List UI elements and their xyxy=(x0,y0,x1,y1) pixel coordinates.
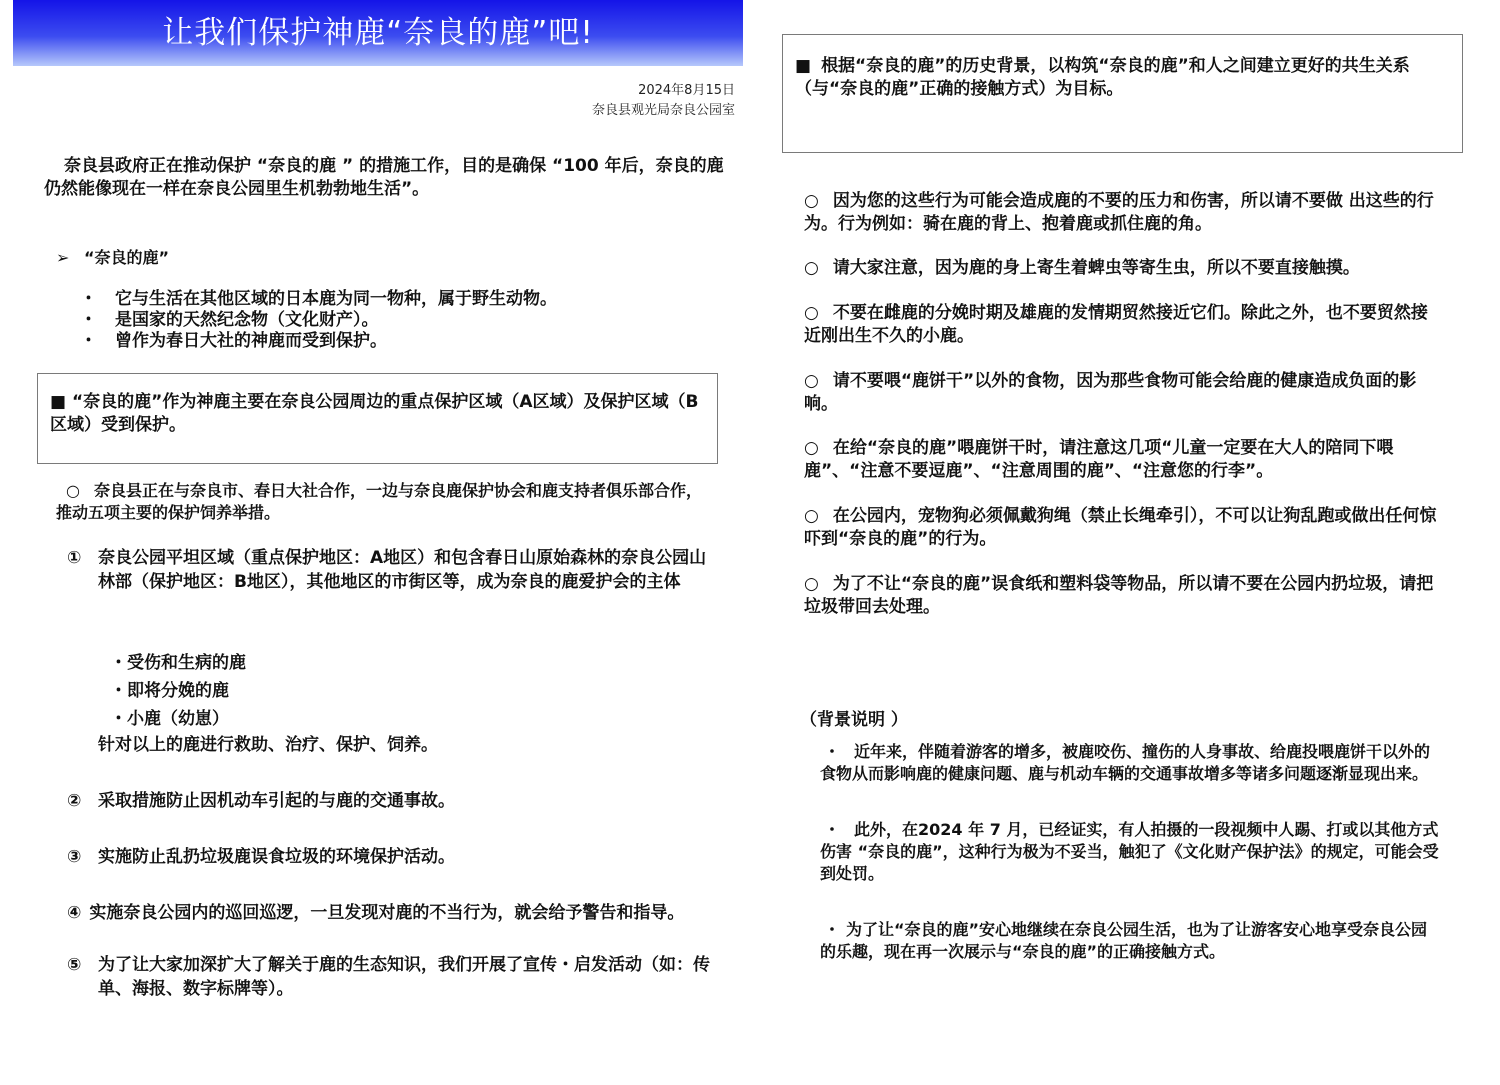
list-item: ・即将分娩的鹿 xyxy=(110,681,229,701)
rule-item: ○ 在给“奈良的鹿”喂鹿饼干时，请注意这几项“儿童一定要在大人的陪同下喂鹿”、“注意不要逗鹿”、“注意周围的鹿”、“注意您的行李”。 xyxy=(804,438,1394,481)
protection-area-text: “奈良的鹿”作为神鹿主要在奈良公园周边的重点保护区域（A区域）及保护区域（B区域）受到保护。 xyxy=(50,392,699,435)
protection-area-box xyxy=(37,373,718,464)
measure-3: ③ 实施防止乱扔垃圾鹿误食垃圾的环境保护活动。 xyxy=(67,847,455,867)
rule-item: ○ 为了不让“奈良的鹿”误食纸和塑料袋等物品，所以请不要在公园内扔垃圾，请把垃圾带回去处理。 xyxy=(804,574,1434,617)
dot-marker-icon: ・ xyxy=(824,742,841,761)
measure-1-note: 针对以上的鹿进行救助、治疗、保护、饲养。 xyxy=(98,735,438,755)
rules-list xyxy=(804,190,1444,619)
measure-number: ⑤ xyxy=(67,955,82,975)
circle-marker-icon: ○ xyxy=(804,371,819,391)
measure-number: ③ xyxy=(67,847,82,867)
dot-marker-icon: ・ xyxy=(824,920,841,939)
rule-item: ○ 请大家注意，因为鹿的身上寄生着蜱虫等寄生虫，所以不要直接触摸。 xyxy=(804,258,1360,278)
circle-marker-icon: ○ xyxy=(804,303,819,323)
list-item: ・ 曾作为春日大社的神鹿而受到保护。 xyxy=(80,331,387,351)
rule-item: ○ 不要在雌鹿的分娩时期及雄鹿的发情期贸然接近它们。除此之外，也不要贸然接近刚出生不久的小鹿。 xyxy=(804,303,1428,346)
circle-marker-icon: ○ xyxy=(66,481,80,500)
measure-number: ① xyxy=(67,548,82,568)
background-heading: （背景说明 ） xyxy=(800,710,908,730)
circle-marker-icon: ○ xyxy=(804,574,819,594)
goal-box xyxy=(782,34,1463,153)
background-item: ・ 近年来，伴随着游客的增多，被鹿咬伤、撞伤的人身事故、给鹿投喂鹿饼干以外的食物从而影响鹿的健康问题、鹿与机动车辆的交通事故增多等诸多问题逐渐显现出来。 xyxy=(820,742,1431,783)
circle-marker-icon: ○ xyxy=(804,438,819,458)
list-item: ・ 它与生活在其他区域的日本鹿为同一物种，属于野生动物。 xyxy=(80,289,557,309)
circle-marker-icon: ○ xyxy=(804,191,819,211)
goal-text: 根据“奈良的鹿”的历史背景，以构筑“奈良的鹿”和人之间建立更好的共生关系（与“奈良的鹿”正确的接触方式）为目标。 xyxy=(795,56,1410,99)
background-item: ・ 为了让“奈良的鹿”安心地继续在奈良公园生活，也为了让游客安心地享受奈良公园的乐趣，现在再一次展示与“奈良的鹿”的正确接触方式。 xyxy=(820,920,1428,961)
organization-label: 奈良县观光局奈良公园室 xyxy=(591,103,735,118)
circle-marker-icon: ○ xyxy=(804,258,819,278)
list-item: ・受伤和生病的鹿 xyxy=(110,653,246,673)
measure-number: ④ xyxy=(67,903,82,923)
rule-item: ○ 请不要喂“鹿饼干”以外的食物，因为那些食物可能会给鹿的健康造成负面的影响。 xyxy=(804,371,1417,414)
background-list xyxy=(820,741,1440,963)
rule-item: ○ 在公园内，宠物狗必须佩戴狗绳（禁止长绳牵引），不可以让狗乱跑或做出任何惊吓到“奈良的鹿”的行为。 xyxy=(804,506,1437,549)
arrow-marker-icon: ➢ xyxy=(56,248,70,267)
measure-number: ② xyxy=(67,791,82,811)
deer-heading-text: “奈良的鹿” xyxy=(84,248,170,267)
square-marker-icon: ■ xyxy=(795,56,812,76)
deer-facts-list xyxy=(80,289,720,352)
square-marker-icon: ■ xyxy=(50,392,67,412)
dot-marker-icon: ・ xyxy=(824,820,841,839)
measure-5: ⑤ 为了让大家加深扩大了解关于鹿的生态知识，我们开展了宣传・启发活动（如：传单、海报、数字标牌等）。 xyxy=(67,955,710,999)
list-item: ・小鹿（幼崽） xyxy=(110,709,229,729)
intro-paragraph: 奈良县政府正在推动保护 “奈良的鹿 ” 的措施工作，目的是确保 “100 年后，奈良的鹿仍然能像现在一样在奈良公园里生机勃勃地生活”。 xyxy=(44,156,724,199)
page-title: 让我们保护神鹿“奈良的鹿”吧! xyxy=(13,0,743,66)
deer-heading xyxy=(56,247,169,269)
cooperation-paragraph: ○ 奈良县正在与奈良市、春日大社合作，一边与奈良鹿保护协会和鹿支持者俱乐部合作，推动五项主要的保护饲养举措。 xyxy=(56,481,702,522)
rule-item: ○ 因为您的这些行为可能会造成鹿的不要的压力和伤害，所以请不要做 出这些的行为。行为例如：骑在鹿的背上、抱着鹿或抓住鹿的角。 xyxy=(804,191,1434,234)
list-item: ・ 是国家的天然纪念物（文化财产）。 xyxy=(80,310,379,330)
background-item: ・ 此外，在2024 年 7 月，已经证实，有人拍摄的一段视频中人踢、打或以其他方式伤害 “奈良的鹿”，这种行为极为不妥当，触犯了《文化财产保护法》的规定，可能会受到处罚。 xyxy=(820,820,1439,883)
measure-1-sublist xyxy=(110,649,246,733)
measure-4: ④ 实施奈良公园内的巡回巡逻，一旦发现对鹿的不当行为，就会给予警告和指导。 xyxy=(67,903,685,923)
measure-1: ① 奈良公园平坦区域（重点保护地区：A地区）和包含春日山原始森林的奈良公园山林部（保护地区：B地区），其他地区的市街区等，成为奈良的鹿爱护会的主体 xyxy=(67,548,707,592)
measure-2: ② 采取措施防止因机动车引起的与鹿的交通事故。 xyxy=(67,791,455,811)
date-label: 2024年8月15日 xyxy=(638,83,735,98)
circle-marker-icon: ○ xyxy=(804,506,819,526)
